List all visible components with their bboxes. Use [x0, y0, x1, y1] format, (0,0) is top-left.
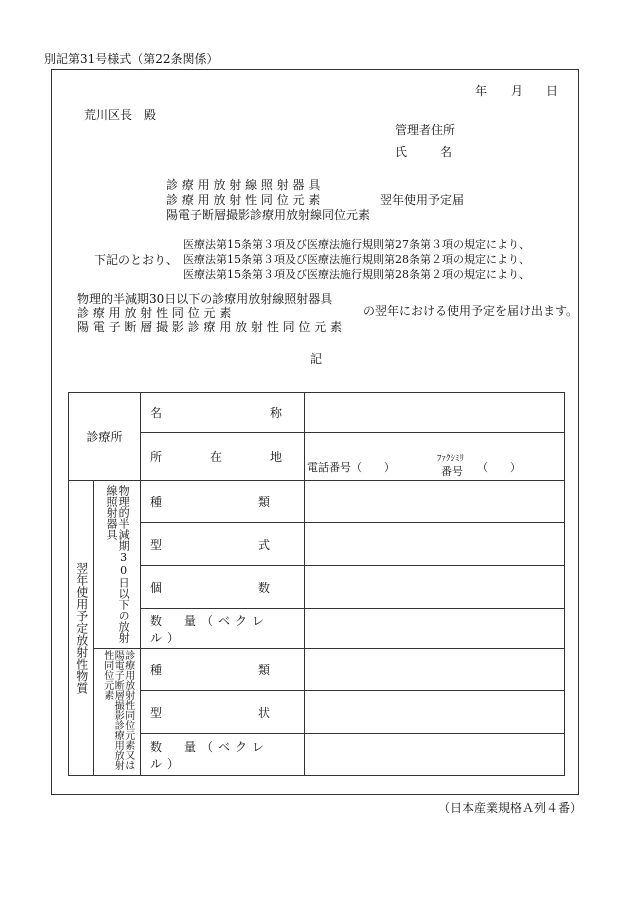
title-suffix: 翌年使用予定届: [380, 193, 465, 207]
law-line-2: 医療法第15条第３項及び医療法施行規則第28条第２項の規定により、: [183, 253, 530, 266]
qty-label: 数 量（ベクレル）: [141, 609, 305, 649]
qty2-value[interactable]: [305, 734, 565, 776]
form2-value[interactable]: [305, 691, 565, 734]
footer-standard: （日本産業規格Ａ列４番）: [438, 801, 583, 815]
count-label: 個 数: [141, 566, 305, 609]
date-month: 月: [511, 84, 524, 98]
group2-label: 診療用放射性同位元素又は陽電子断層撮影診療用放射性同位元素: [101, 650, 134, 770]
materials-label: 翌年使用予定放射性物質: [74, 562, 89, 694]
row-form2: [69, 691, 565, 734]
fax-paren: （ ）: [477, 461, 522, 474]
item-line-1: 物理的半減期30日以下の診療用放射線照射器具: [77, 292, 333, 306]
row-kind: [69, 481, 565, 523]
law-line-1: 医療法第15条第３項及び医療法施行規則第27条第３項の規定により、: [183, 238, 530, 251]
row-kind2: [69, 649, 565, 691]
group1-label-cell: [94, 481, 141, 649]
title-line-2: 診 療 用 放 射 性 同 位 元 素: [166, 193, 321, 207]
row-count: [69, 566, 565, 609]
group1-label: 物理的半減期30日以下の放射線照射器具: [105, 484, 131, 643]
date-year: 年: [475, 84, 488, 98]
group2-label-cell: [94, 649, 141, 776]
clinic-location-value[interactable]: [305, 433, 565, 481]
kind-value[interactable]: [305, 481, 565, 523]
title-line-3: 陽電子断層撮影診療用放射線同位元素: [166, 208, 371, 222]
form-table: [68, 392, 565, 776]
model-label: 型 式: [141, 523, 305, 566]
item-line-3: 陽 電 子 断 層 撮 影 診 療 用 放 射 性 同 位 元 素: [77, 320, 343, 334]
applicant-name-label-1: 氏: [395, 145, 408, 159]
body-closing: の翌年における使用予定を届け出ます。: [363, 304, 579, 318]
ki-heading: 記: [310, 352, 323, 366]
fax-label-2: 番号: [441, 465, 464, 478]
clinic-name-value[interactable]: [305, 393, 565, 433]
fax-label-1: ﾌｧｸｼﾐﾘ: [437, 454, 465, 464]
law-line-3: 医療法第15条第３項及び医療法施行規則第28条第２項の規定により、: [183, 268, 530, 281]
row-clinic-name: [69, 393, 565, 433]
qty2-label: 数 量（ベクレル）: [141, 734, 305, 776]
kind2-value[interactable]: [305, 649, 565, 691]
row-model: [69, 523, 565, 566]
row-qty: [69, 609, 565, 649]
model-value[interactable]: [305, 523, 565, 566]
form-number: 別記第31号様式（第22条関係）: [44, 52, 219, 66]
addressee: 荒川区長 殿: [84, 108, 157, 122]
clinic-name-label: 名 称: [141, 393, 305, 433]
applicant-name-label-2: 名: [440, 145, 453, 159]
clinic-label: 診療所: [69, 393, 141, 481]
body-lead: 下記のとおり、: [94, 253, 179, 267]
date-day: 日: [546, 84, 559, 98]
row-qty2: [69, 734, 565, 776]
applicant-address-label: 管理者住所: [395, 123, 456, 137]
kind-label: 種 類: [141, 481, 305, 523]
item-line-2: 診 療 用 放 射 性 同 位 元 素: [77, 306, 232, 320]
kind2-label: 種 類: [141, 649, 305, 691]
title-line-1: 診 療 用 放 射 線 照 射 器 具: [166, 178, 321, 192]
clinic-location-label: 所 在 地: [141, 433, 305, 481]
form2-label: 型 状: [141, 691, 305, 734]
phone-label: 電話番号（ ）: [307, 461, 396, 474]
materials-label-cell: [69, 481, 94, 776]
count-value[interactable]: [305, 566, 565, 609]
row-clinic-location: [69, 433, 565, 481]
qty-value[interactable]: [305, 609, 565, 649]
